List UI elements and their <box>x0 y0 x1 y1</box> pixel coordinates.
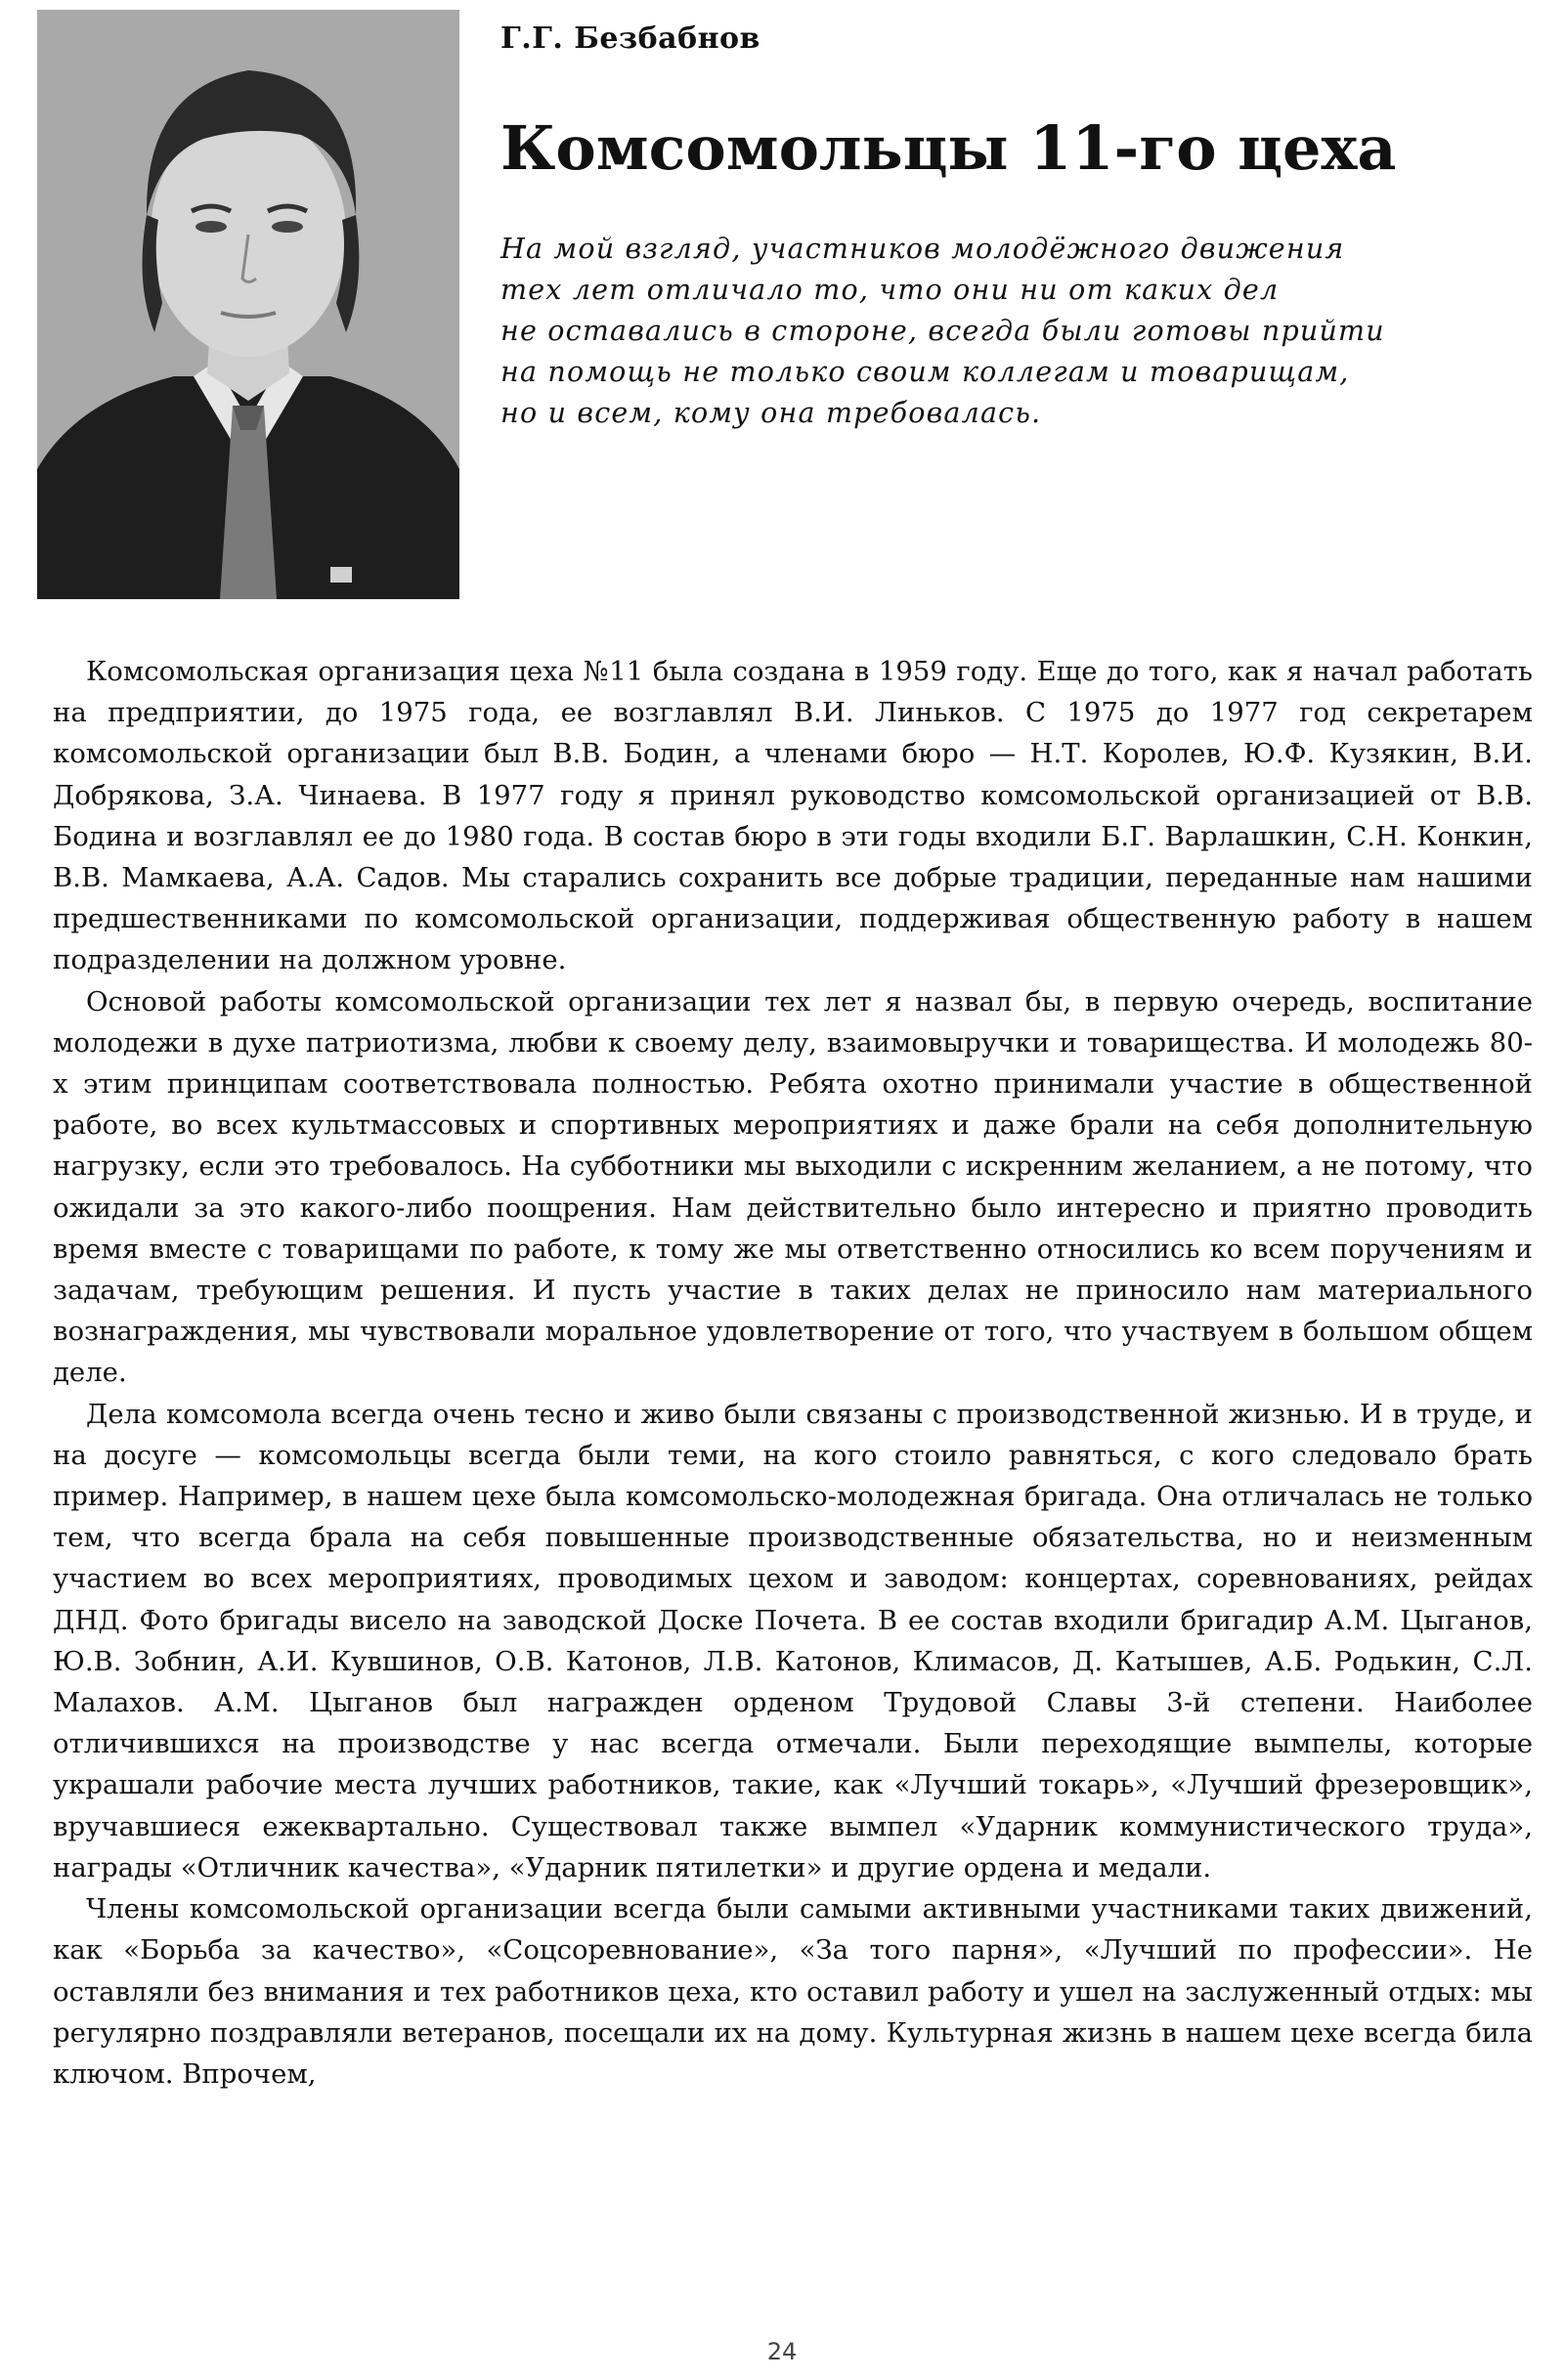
body-paragraph: Основой работы комсомольской организации тех лет я назвал бы, в первую очередь, воспитание молодежи в духе патриотизма, любви к своему делу, взаимовыручки и товарищества. И молодежь 80-х этим принципам соответствовала полностью. Ребята охотно принимали участие в общественной работе, во всех культмассовых и спортивных мероприятиях и даже брали на себя дополнительную нагрузку, если это требовалось. На субботники мы выходили с искренним желанием, а не потому, что ожидали за это какого-либо поощрения. Нам действительно было интересно и приятно проводить время вместе с товарищами по работе, к тому же мы ответственно относились ко всем поручениям и задачам, требующим решения. И пусть участие в таких делах не приносило нам материального вознаграждения, мы чувствовали моральное удовлетворение от того, что участвуем в большом общем деле. <box>53 985 1533 1389</box>
epigraph-line: не оставались в стороне, всегда были готовы прийти <box>500 315 1385 347</box>
article-title: Комсомольцы 11-го цеха <box>500 112 1397 184</box>
body-paragraph: Комсомольская организация цеха №11 была создана в 1959 году. Еще до того, как я начал работать на предприятии, до 1975 года, ее возглавлял В.И. Линьков. С 1975 до 1977 год секретарем комсомольской организации был В.В. Бодин, а членами бюро — Н.Т. Королев, Ю.Ф. Кузякин, В.И. Добрякова, З.А. Чинаева. В 1977 году я принял руководство комсомольской организацией от В.В. Бодина и возглавлял ее до 1980 года. В состав бюро в эти годы входили Б.Г. Варлашкин, С.Н. Конкин, В.В. Мамкаева, А.А. Садов. Мы старались сохранить все добрые традиции, переданные нам нашими предшественниками по комсомольской организации, поддерживая общественную работу в нашем подразделении на должном уровне. <box>53 656 1533 976</box>
article-body <box>53 651 1533 2095</box>
body-paragraph: Члены комсомольской организации всегда были самыми активными участниками таких движений, как «Борьба за качество», «Соцсоревнование», «За того парня», «Лучший по профессии». Не оставляли без внимания и тех работников цеха, кто оставил работу и ушел на заслуженный отдых: мы регулярно поздравляли ветеранов, посещали их на дому. Культурная жизнь в нашем цехе всегда била ключом. Впрочем, <box>53 1893 1533 2090</box>
epigraph-line: но и всем, кому она требовалась. <box>500 397 1042 429</box>
epigraph-line: тех лет отличало то, что они ни от каких дел <box>500 274 1280 306</box>
epigraph-line: На мой взгляд, участников молодёжного движения <box>500 233 1345 265</box>
body-paragraph: Дела комсомола всегда очень тесно и живо были связаны с производственной жизнью. И в труде, и на досуге — комсомольцы всегда были теми, на кого стоило равняться, с кого следовало брать пример. Например, в нашем цехе была комсомольско-молодежная бригада. Она отличалась не только тем, что всегда брала на себя повышенные производственные обязательства, но и неизменным участием во всех мероприятиях, проводимых цехом и заводом: концертах, соревнованиях, рейдах ДНД. Фото бригады висело на заводской Доске Почета. В ее состав входили бригадир А.М. Цыганов, Ю.В. Зобнин, А.И. Кувшинов, О.В. Катонов, Л.В. Катонов, Климасов, Д. Катышев, А.Б. Родькин, С.Л. Малахов. А.М. Цыганов был награжден орденом Трудовой Славы 3-й степени. Наиболее отличившихся на производстве у нас всегда отмечали. Были переходящие вымпелы, которые украшали рабочие места лучших работников, такие, как «Лучший токарь», «Лучший фрезеровщик», вручавшиеся ежеквартально. Существовал также вымпел «Ударник коммунистического труда», награды «Отличник качества», «Ударник пятилетки» и другие ордена и медали. <box>53 1398 1533 1883</box>
page-number: 24 <box>766 2338 798 2365</box>
portrait-photo-icon <box>37 10 459 599</box>
epigraph-line: на помощь не только своим коллегам и товарищам, <box>500 356 1350 388</box>
author-portrait-photo <box>37 10 459 599</box>
author-name: Г.Г. Безбабнов <box>500 22 760 56</box>
epigraph <box>500 229 1517 434</box>
